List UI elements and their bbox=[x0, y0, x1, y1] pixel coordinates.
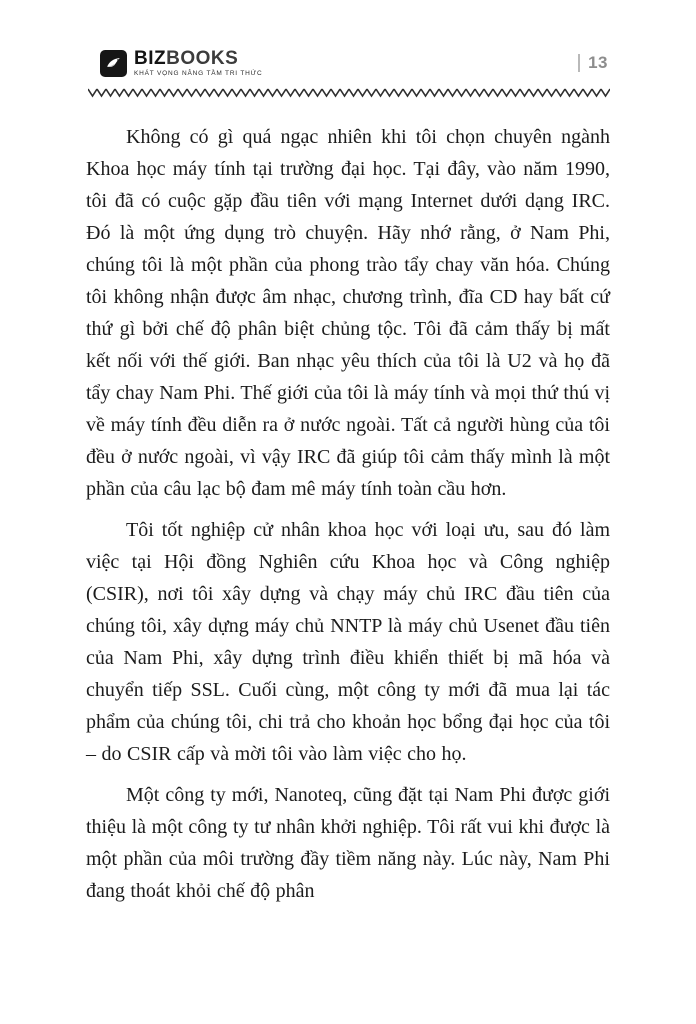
page-header bbox=[100, 46, 608, 80]
page-number-block bbox=[578, 53, 608, 73]
logo-title-biz: BIZ bbox=[134, 47, 167, 69]
paragraph-2: Tôi tốt nghiệp cử nhân khoa học với loại ưu, sau đó làm việc tại Hội đồng Nghiên cứu Khoa học và Công nghiệp (CSIR), nơi tôi xây dựng và chạy máy chủ IRC đầu tiên của chúng tôi, xây dựng máy chủ NNTP là máy chủ Usenet đầu tiên của Nam Phi, xây dựng trình điều khiển thiết bị mã hóa và chuyển tiếp SSL. Cuối cùng, một công ty mới đã mua lại tác phẩm của chúng tôi, chi trả cho khoản học bổng đại học của tôi – do CSIR cấp và mời tôi vào làm việc cho họ. bbox=[86, 519, 610, 765]
publisher-logo bbox=[100, 49, 263, 78]
logo-title-books: BOOKS bbox=[166, 47, 239, 69]
logo-tagline: KHÁT VỌNG NÂNG TẦM TRI THỨC bbox=[134, 69, 263, 77]
logo-title bbox=[134, 49, 263, 68]
torn-edge-divider bbox=[88, 87, 610, 98]
paragraph-3: Một công ty mới, Nanoteq, cũng đặt tại Nam Phi được giới thiệu là một công ty tư nhân khởi nghiệp. Tôi rất vui khi được là một phần của môi trường đầy tiềm năng này. Lúc này, Nam Phi đang thoát khỏi chế độ phân bbox=[86, 784, 610, 902]
page-number: 13 bbox=[588, 53, 608, 72]
bird-logo-icon bbox=[100, 50, 127, 77]
paragraph-1: Không có gì quá ngạc nhiên khi tôi chọn chuyên ngành Khoa học máy tính tại trường đại học. Tại đây, vào năm 1990, tôi đã có cuộc gặp đầu tiên với mạng Internet dưới dạng IRC. Đó là một ứng dụng trò chuyện. Hãy nhớ rằng, ở Nam Phi, chúng tôi là một phần của phong trào tẩy chay văn hóa. Chúng tôi không nhận được âm nhạc, chương trình, đĩa CD hay bất cứ thứ gì bởi chế độ phân biệt chủng tộc. Tôi đã cảm thấy bị mất kết nối với thế giới. Ban nhạc yêu thích của tôi là U2 và họ đã tẩy chay Nam Phi. Thế giới của tôi là máy tính và mọi thứ thú vị về máy tính đều diễn ra ở nước ngoài. Tất cả người hùng của tôi đều ở nước ngoài, vì vậy IRC đã giúp tôi cảm thấy mình là một phần của câu lạc bộ đam mê máy tính toàn cầu hơn. bbox=[86, 126, 611, 500]
logo-text-block bbox=[134, 49, 263, 78]
page-number-divider bbox=[578, 54, 580, 72]
page-body bbox=[86, 121, 610, 907]
